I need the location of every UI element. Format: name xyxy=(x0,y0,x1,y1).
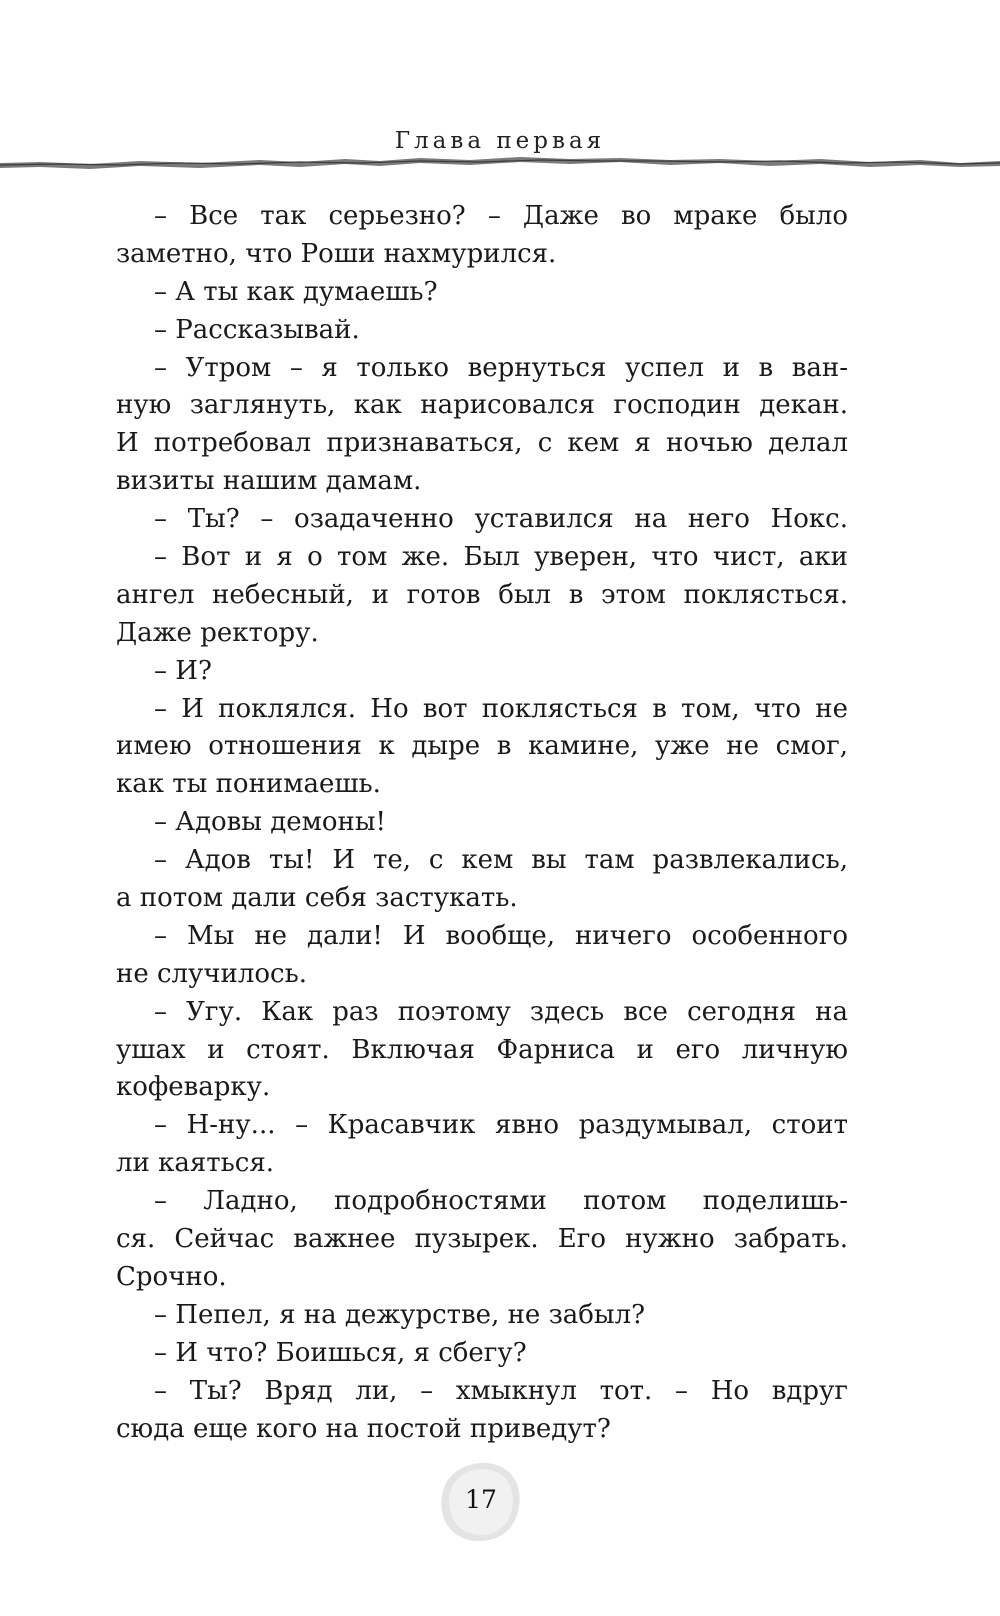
text-line: – И поклялся. Но вот поклясться в том, что не xyxy=(154,693,848,724)
text-line: – Утром – я только вернуться успел и в ван- xyxy=(154,352,848,383)
text-line: – Н-ну... – Красавчик явно раздумывал, стоит xyxy=(154,1110,848,1141)
text-line: И потребовал признаваться, с кем я ночью делал xyxy=(116,428,848,459)
text-line: – Угу. Как раз поэтому здесь все сегодня на xyxy=(154,996,848,1027)
text-line: – И? xyxy=(154,655,212,686)
text-line: ли каяться. xyxy=(116,1148,275,1179)
text-line: ную заглянуть, как нарисовался господин декан. xyxy=(116,390,848,421)
text-line: Срочно. xyxy=(116,1261,227,1292)
body-text xyxy=(116,198,848,1448)
text-line: – Ты? – озадаченно уставился на него Нокс. xyxy=(154,504,848,535)
text-line: – Рассказывай. xyxy=(154,314,360,345)
page-number: 17 xyxy=(465,1485,497,1514)
text-line: – Адовы демоны! xyxy=(154,807,386,838)
text-line: Даже ректору. xyxy=(116,617,319,648)
text-line: а потом дали себя застукать. xyxy=(116,883,518,914)
text-line: – Мы не дали! И вообще, ничего особенного xyxy=(154,920,848,951)
text-line: ангел небесный, и готов был в этом поклясться. xyxy=(116,579,848,610)
text-line: кофеварку. xyxy=(116,1072,271,1103)
text-line: – И что? Боишься, я сбегу? xyxy=(154,1337,527,1368)
text-line: – Адов ты! И те, с кем вы там развлекались, xyxy=(154,845,848,876)
text-line: – Все так серьезно? – Даже во мраке было xyxy=(154,201,848,231)
text-line: – Пепел, я на дежурстве, не забыл? xyxy=(154,1299,646,1330)
text-line: ся. Сейчас важнее пузырек. Его нужно забрать. xyxy=(116,1224,848,1255)
text-line: – Ладно, подробностями потом поделишь- xyxy=(154,1186,848,1217)
running-head-chapter-title: Глава первая xyxy=(394,128,606,154)
text-line: – Вот и я о том же. Был уверен, что чист, аки xyxy=(154,542,848,573)
text-line: ушах и стоят. Включая Фарниса и его личную xyxy=(116,1034,848,1065)
text-line: визиты нашим дамам. xyxy=(116,466,422,497)
text-line: – А ты как думаешь? xyxy=(154,276,438,307)
torn-paper-divider xyxy=(0,150,1000,178)
page-number-badge xyxy=(436,1457,526,1547)
text-line: заметно, что Роши нахмурился. xyxy=(116,238,557,269)
text-line: не случилось. xyxy=(116,958,308,989)
text-line: – Ты? Вряд ли, – хмыкнул тот. – Но вдруг xyxy=(154,1375,848,1406)
text-line: сюда еще кого на постой приведут? xyxy=(116,1413,611,1444)
text-line: как ты понимаешь. xyxy=(116,769,381,800)
text-line: имею отношения к дыре в камине, уже не смог, xyxy=(116,731,848,762)
